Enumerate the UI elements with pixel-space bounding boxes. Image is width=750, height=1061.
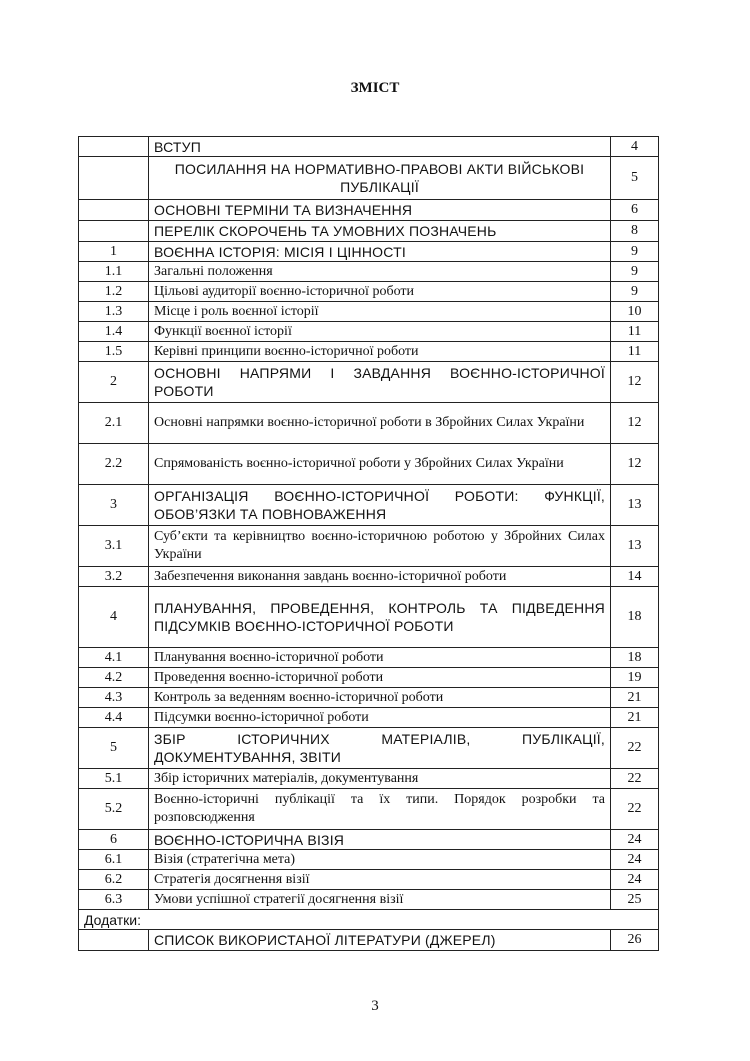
toc-row <box>79 362 659 403</box>
toc-page: 12 <box>611 362 659 403</box>
toc-row <box>79 789 659 830</box>
toc-row <box>79 444 659 485</box>
toc-page: 24 <box>611 850 659 870</box>
toc-number: 1.1 <box>79 262 149 282</box>
toc-page: 21 <box>611 688 659 708</box>
toc-row <box>79 262 659 282</box>
toc-title: Планування воєнно-історичної роботи <box>149 648 611 668</box>
toc-page: 6 <box>611 200 659 221</box>
toc-row <box>79 688 659 708</box>
toc-page: 13 <box>611 485 659 526</box>
toc-title: Місце і роль воєнної історії <box>149 302 611 322</box>
toc-page: 22 <box>611 769 659 789</box>
toc-number: 6.3 <box>79 890 149 910</box>
toc-title: Основні напрямки воєнно-історичної роботи в Збройних Силах України <box>149 403 611 444</box>
toc-page: 9 <box>611 242 659 262</box>
toc-row <box>79 485 659 526</box>
toc-page: 25 <box>611 890 659 910</box>
toc-title: ПЛАНУВАННЯ, ПРОВЕДЕННЯ, КОНТРОЛЬ ТА ПІДВЕДЕННЯ ПІДСУМКІВ ВОЄННО-ІСТОРИЧНОЇ РОБОТИ <box>149 587 611 648</box>
toc-number: 2 <box>79 362 149 403</box>
toc-row <box>79 728 659 769</box>
toc-title: ЗБІР ІСТОРИЧНИХ МАТЕРІАЛІВ, ПУБЛІКАЦІЇ, ДОКУМЕНТУВАННЯ, ЗВІТИ <box>149 728 611 769</box>
toc-page: 18 <box>611 587 659 648</box>
toc-number: 1.5 <box>79 342 149 362</box>
toc-title: Підсумки воєнно-історичної роботи <box>149 708 611 728</box>
toc-title: Забезпечення виконання завдань воєнно-історичної роботи <box>149 567 611 587</box>
toc-number: 4 <box>79 587 149 648</box>
toc-number: 6.1 <box>79 850 149 870</box>
toc-page: 18 <box>611 648 659 668</box>
toc-row <box>79 587 659 648</box>
toc-number: 1.3 <box>79 302 149 322</box>
toc-page: 24 <box>611 830 659 850</box>
toc-title: Візія (стратегічна мета) <box>149 850 611 870</box>
toc-row <box>79 870 659 890</box>
toc-page: 12 <box>611 403 659 444</box>
toc-row <box>79 930 659 951</box>
toc-page: 26 <box>611 930 659 951</box>
toc-number: 4.1 <box>79 648 149 668</box>
toc-number: 5.2 <box>79 789 149 830</box>
toc-number: 3.2 <box>79 567 149 587</box>
toc-title: ОРГАНІЗАЦІЯ ВОЄННО-ІСТОРИЧНОЇ РОБОТИ: ФУНКЦІЇ, ОБОВ’ЯЗКИ ТА ПОВНОВАЖЕННЯ <box>149 485 611 526</box>
toc-title: Функції воєнної історії <box>149 322 611 342</box>
toc-page: 14 <box>611 567 659 587</box>
toc-row <box>79 282 659 302</box>
toc-row <box>79 648 659 668</box>
toc-number <box>79 137 149 157</box>
toc-number: 4.4 <box>79 708 149 728</box>
toc-title: ОСНОВНІ НАПРЯМИ І ЗАВДАННЯ ВОЄННО-ІСТОРИЧНОЇ РОБОТИ <box>149 362 611 403</box>
toc-title: Суб’єкти та керівництво воєнно-історичною роботою у Збройних Силах України <box>149 526 611 567</box>
toc-page: 22 <box>611 789 659 830</box>
toc-title: СПИСОК ВИКОРИСТАНОЇ ЛІТЕРАТУРИ (ДЖЕРЕЛ) <box>149 930 611 951</box>
toc-title: Цільові аудиторії воєнно-історичної роботи <box>149 282 611 302</box>
toc-title: Воєнно-історичні публікації та їх типи. Порядок розробки та розповсюдження <box>149 789 611 830</box>
toc-number: 5 <box>79 728 149 769</box>
page-title: ЗМІСТ <box>350 80 400 96</box>
page-number: 3 <box>371 998 379 1014</box>
toc-title: ВОЄННО-ІСТОРИЧНА ВІЗІЯ <box>149 830 611 850</box>
toc-title: Керівні принципи воєнно-історичної роботи <box>149 342 611 362</box>
toc-page: 12 <box>611 444 659 485</box>
toc-number <box>79 157 149 200</box>
toc-number: 2.2 <box>79 444 149 485</box>
toc-row <box>79 342 659 362</box>
toc-number: 3.1 <box>79 526 149 567</box>
toc-title: Контроль за веденням воєнно-історичної роботи <box>149 688 611 708</box>
toc-page: 9 <box>611 282 659 302</box>
toc-page: 10 <box>611 302 659 322</box>
toc-title: Збір історичних матеріалів, документування <box>149 769 611 789</box>
appendix-label: Додатки: <box>79 910 659 930</box>
toc-row <box>79 137 659 157</box>
toc-page: 11 <box>611 342 659 362</box>
toc-page: 4 <box>611 137 659 157</box>
toc-number <box>79 221 149 242</box>
toc-number: 2.1 <box>79 403 149 444</box>
toc-page: 9 <box>611 262 659 282</box>
toc-number <box>79 930 149 951</box>
toc-row <box>79 157 659 200</box>
toc-page: 11 <box>611 322 659 342</box>
toc-row <box>79 302 659 322</box>
toc-title: ОСНОВНІ ТЕРМІНИ ТА ВИЗНАЧЕННЯ <box>149 200 611 221</box>
toc-number: 4.3 <box>79 688 149 708</box>
toc-row <box>79 200 659 221</box>
toc-title: Стратегія досягнення візії <box>149 870 611 890</box>
toc-page: 21 <box>611 708 659 728</box>
toc-number: 3 <box>79 485 149 526</box>
toc-row <box>79 890 659 910</box>
toc-title: ВСТУП <box>149 137 611 157</box>
toc-row <box>79 221 659 242</box>
toc-row <box>79 322 659 342</box>
toc-number: 4.2 <box>79 668 149 688</box>
toc-row <box>79 242 659 262</box>
toc-title: Загальні положення <box>149 262 611 282</box>
table-of-contents <box>78 136 659 951</box>
toc-page: 5 <box>611 157 659 200</box>
toc-row <box>79 769 659 789</box>
toc-page: 24 <box>611 870 659 890</box>
toc-page: 8 <box>611 221 659 242</box>
toc-row-appendix <box>79 910 659 930</box>
toc-number: 6 <box>79 830 149 850</box>
toc-row <box>79 850 659 870</box>
toc-title: Проведення воєнно-історичної роботи <box>149 668 611 688</box>
toc-row <box>79 830 659 850</box>
toc-title: Спрямованість воєнно-історичної роботи у Збройних Силах України <box>149 444 611 485</box>
toc-title: Умови успішної стратегії досягнення візії <box>149 890 611 910</box>
toc-number: 6.2 <box>79 870 149 890</box>
toc-page: 13 <box>611 526 659 567</box>
toc-number <box>79 200 149 221</box>
toc-number: 1.4 <box>79 322 149 342</box>
toc-row <box>79 567 659 587</box>
toc-number: 1 <box>79 242 149 262</box>
toc-page: 19 <box>611 668 659 688</box>
toc-row <box>79 403 659 444</box>
toc-page: 22 <box>611 728 659 769</box>
toc-row <box>79 668 659 688</box>
toc-row <box>79 708 659 728</box>
toc-number: 5.1 <box>79 769 149 789</box>
toc-number: 1.2 <box>79 282 149 302</box>
toc-title: ВОЄННА ІСТОРІЯ: МІСІЯ І ЦІННОСТІ <box>149 242 611 262</box>
toc-row <box>79 526 659 567</box>
toc-title: ПЕРЕЛІК СКОРОЧЕНЬ ТА УМОВНИХ ПОЗНАЧЕНЬ <box>149 221 611 242</box>
toc-title: ПОСИЛАННЯ НА НОРМАТИВНО-ПРАВОВІ АКТИ ВІЙСЬКОВІ ПУБЛІКАЦІЇ <box>149 157 611 200</box>
